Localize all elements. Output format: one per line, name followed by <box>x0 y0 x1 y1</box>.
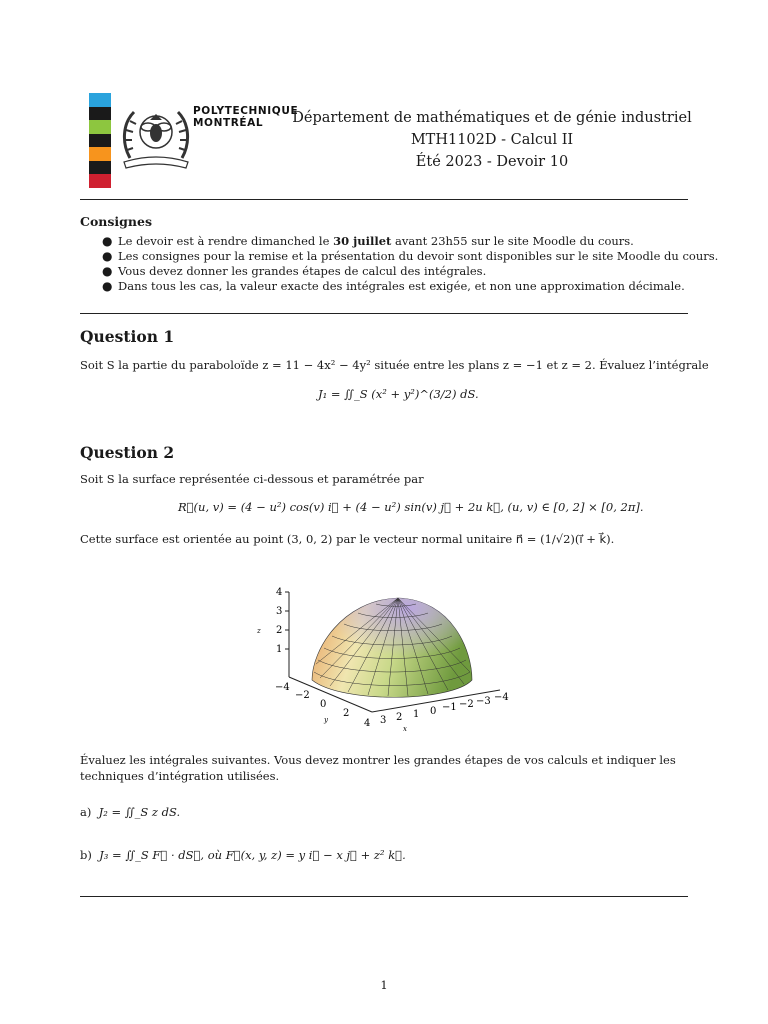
consigne-text: Dans tous les cas, la valeur exacte des intégrales est exigée, et non une approximation décimale. <box>118 279 685 293</box>
bullet-icon: ● <box>102 279 113 293</box>
z-axis-label: z <box>257 627 261 635</box>
logo-band-green <box>89 120 111 134</box>
institution-name <box>193 105 298 129</box>
institution-name-line1: POLYTECHNIQUE <box>193 105 299 117</box>
question2-parametrization: R⃗(u, v) = (4 − u²) cos(v) i⃗ + (4 − u²) sin(v) j⃗ + 2u k⃗, (u, v) ∈ [0, 2] × [0, 2π]. <box>178 500 644 514</box>
consignes-list <box>98 234 718 294</box>
consigne-item <box>98 234 718 249</box>
z-tick-label: 2 <box>276 625 283 636</box>
institution-name-line2: MONTRÉAL <box>193 117 264 129</box>
part-a-label: a) <box>80 805 92 819</box>
bullet-icon: ● <box>102 264 113 278</box>
logo-band-blue <box>89 93 111 107</box>
z-tick-label: 1 <box>276 644 283 655</box>
section-rule <box>80 313 688 314</box>
y-tick-label: 0 <box>320 699 327 710</box>
x-tick-label: 0 <box>430 706 437 717</box>
x-tick-label: −4 <box>494 692 509 703</box>
x-axis-label: x <box>403 725 407 733</box>
x-tick-label: −2 <box>459 699 474 710</box>
question1-integral: J₁ = ∬_S (x² + y²)^(3/2) dS. <box>318 387 479 401</box>
footer-rule <box>80 896 688 897</box>
consigne-text: Vous devez donner les grandes étapes de calcul des intégrales. <box>118 264 487 278</box>
logo-band-black <box>89 134 111 148</box>
question2-statement: Soit S la surface représentée ci-dessous et paramétrée par <box>80 472 424 486</box>
logo-band-black <box>89 161 111 175</box>
bullet-icon: ● <box>102 234 113 248</box>
logo-band-black <box>89 107 111 121</box>
y-tick-label: 4 <box>364 718 371 729</box>
part-b-label: b) <box>80 848 92 862</box>
assignment-title: Été 2023 - Devoir 10 <box>415 154 569 170</box>
y-axis-label: y <box>324 716 328 724</box>
consignes-title: Consignes <box>80 214 152 229</box>
university-seal-icon <box>118 100 194 176</box>
department-name: Département de mathématiques et de génie industriel <box>292 110 692 126</box>
x-tick-label: −1 <box>442 702 457 713</box>
question2-title: Question 2 <box>80 443 175 462</box>
course-code: MTH1102D - Calcul II <box>410 132 574 148</box>
consigne-deadline: 30 juillet <box>333 234 392 248</box>
consigne-text: Les consignes pour la remise et la présentation du devoir sont disponibles sur le site Moodle du cours. <box>118 249 719 263</box>
consigne-item <box>98 279 718 294</box>
part-b-integral: J₃ = ∬_S F⃗ · dS⃗, où F⃗(x, y, z) = y i⃗ − x j⃗ + z² k⃗. <box>99 848 406 862</box>
question1-statement: Soit S la partie du paraboloïde z = 11 − 4x² − 4y² située entre les plans z = −1 et z = 2. Évaluez l’intégrale <box>80 358 709 372</box>
y-tick-label: −4 <box>275 682 290 693</box>
y-tick-label: 2 <box>343 708 350 719</box>
x-tick-label: 3 <box>380 715 387 726</box>
x-tick-label: 2 <box>396 712 403 723</box>
logo-band-orange <box>89 147 111 161</box>
y-tick-label: −2 <box>295 690 310 701</box>
z-tick-label: 4 <box>276 587 283 598</box>
consigne-item <box>98 264 718 279</box>
question2-instructions: Évaluez les intégrales suivantes. Vous devez montrer les grandes étapes de vos calculs et indiquer les techniques d’intégration utilisées. <box>80 753 676 783</box>
part-a-integral: J₂ = ∬_S z dS. <box>98 805 181 819</box>
logo-band-red <box>89 174 111 188</box>
consigne-text: avant 23h55 sur le site Moodle du cours. <box>391 234 634 248</box>
document-header <box>290 107 694 173</box>
part-a <box>80 804 180 820</box>
consigne-item <box>98 249 718 264</box>
x-tick-label: −3 <box>476 696 491 707</box>
logo-color-bar <box>89 93 111 188</box>
header-rule <box>80 199 688 200</box>
page-number: 1 <box>380 978 388 992</box>
surface-plot <box>252 580 522 740</box>
x-tick-label: 1 <box>413 709 420 720</box>
question1-title: Question 1 <box>80 327 175 346</box>
consigne-text: Le devoir est à rendre dimanched le <box>118 234 334 248</box>
question2-orientation: Cette surface est orientée au point (3, 0, 2) par le vecteur normal unitaire n⃗ = (1/√2)(i⃗ + k⃗). <box>80 532 615 546</box>
part-b <box>80 847 406 863</box>
z-tick-label: 3 <box>276 606 283 617</box>
bullet-icon: ● <box>102 249 113 263</box>
